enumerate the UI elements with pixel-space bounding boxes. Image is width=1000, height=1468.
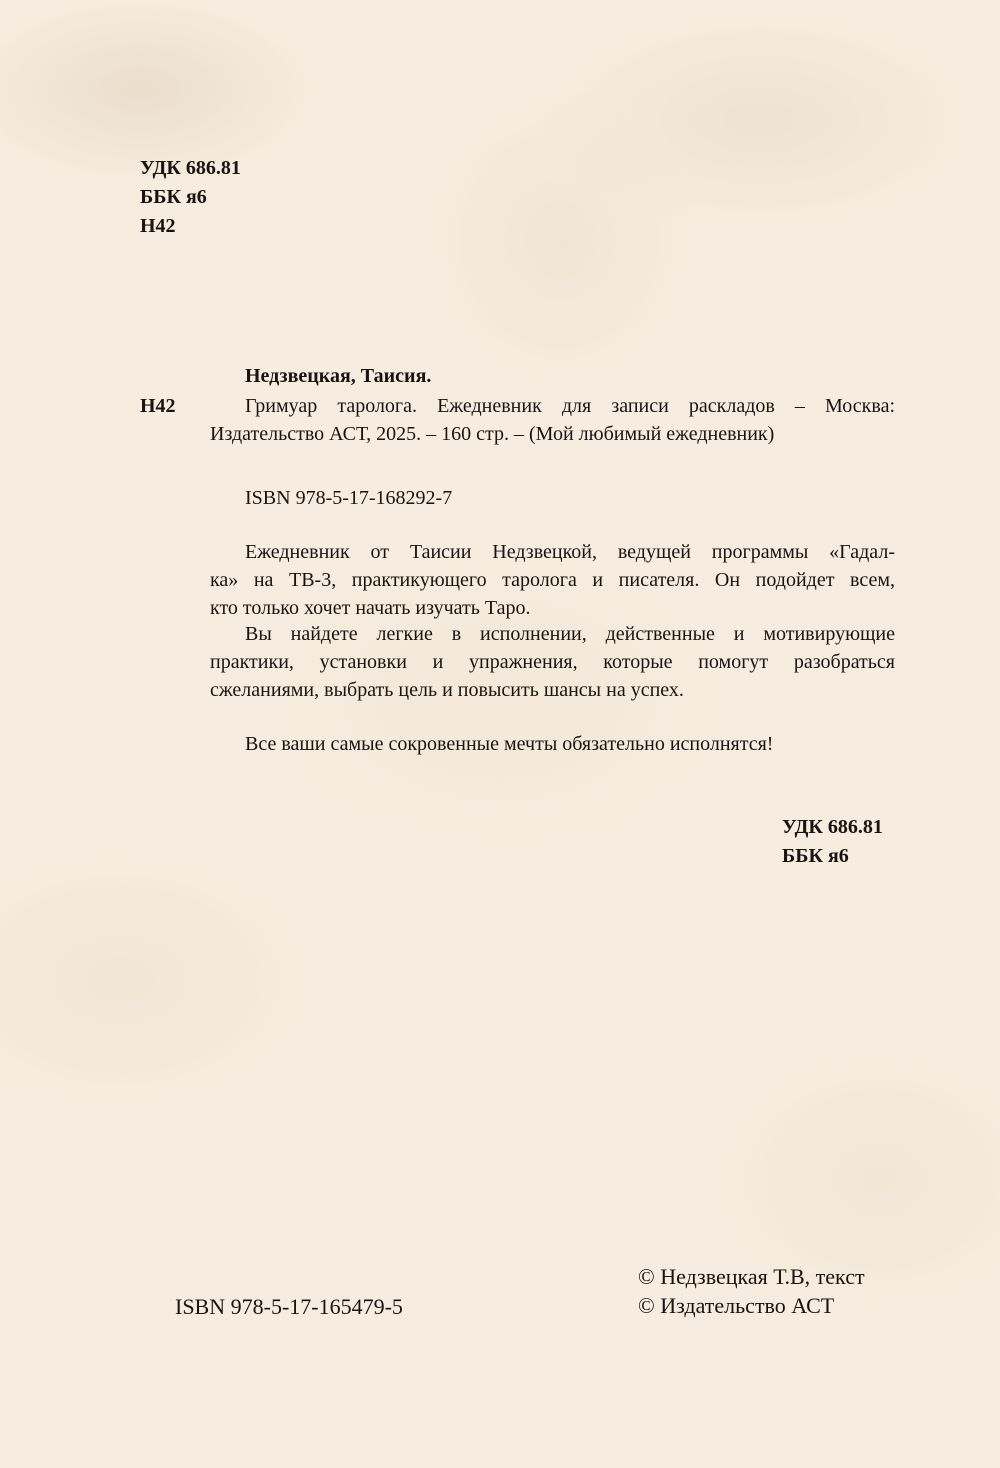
annotation-line: Вы найдете легкие в исполнении, действенные и мотивирующие [245,623,895,645]
annotation-line: сжеланиями, выбрать цель и повысить шансы на успех. [210,679,684,701]
annotation-line: кто только хочет начать изучать Таро. [210,597,531,619]
author-mark-margin: Н42 [140,395,176,417]
annotation-paragraph-2 [210,620,895,704]
copyright-author: © Недзвецкая Т.В, текст [638,1264,865,1289]
isbn-record: ISBN 978-5-17-168292-7 [245,487,453,509]
copyright-publisher: © Издательство АСТ [638,1293,835,1318]
annotation-line: Ежедневник от Таисии Недзвецкой, ведущей программы «Гадал- [245,541,895,563]
udk-code-bottom: УДК 686.81 [782,816,883,838]
bibliographic-description [210,392,895,448]
udk-code-top: УДК 686.81 [140,157,241,179]
bbk-code-top: ББК я6 [140,186,207,208]
author-mark-top: Н42 [140,215,176,237]
annotation-closing: Все ваши самые сокровенные мечты обязательно исполнятся! [245,733,774,755]
annotation-line: ка» на ТВ-3, практикующего таролога и писателя. Он подойдет всем, [210,569,895,591]
isbn-bottom: ISBN 978-5-17-165479-5 [175,1294,403,1319]
description-line: Гримуар таролога. Ежедневник для записи раскладов – Москва: [245,395,895,417]
author-heading: Недзвецкая, Таисия. [245,365,432,387]
description-line: Издательство АСТ, 2025. – 160 стр. – (Мой любимый ежедневник) [210,423,775,445]
bbk-code-bottom: ББК я6 [782,845,849,867]
annotation-paragraph-1 [210,538,895,622]
annotation-line: практики, установки и упражнения, которые помогут разобраться [210,651,895,673]
